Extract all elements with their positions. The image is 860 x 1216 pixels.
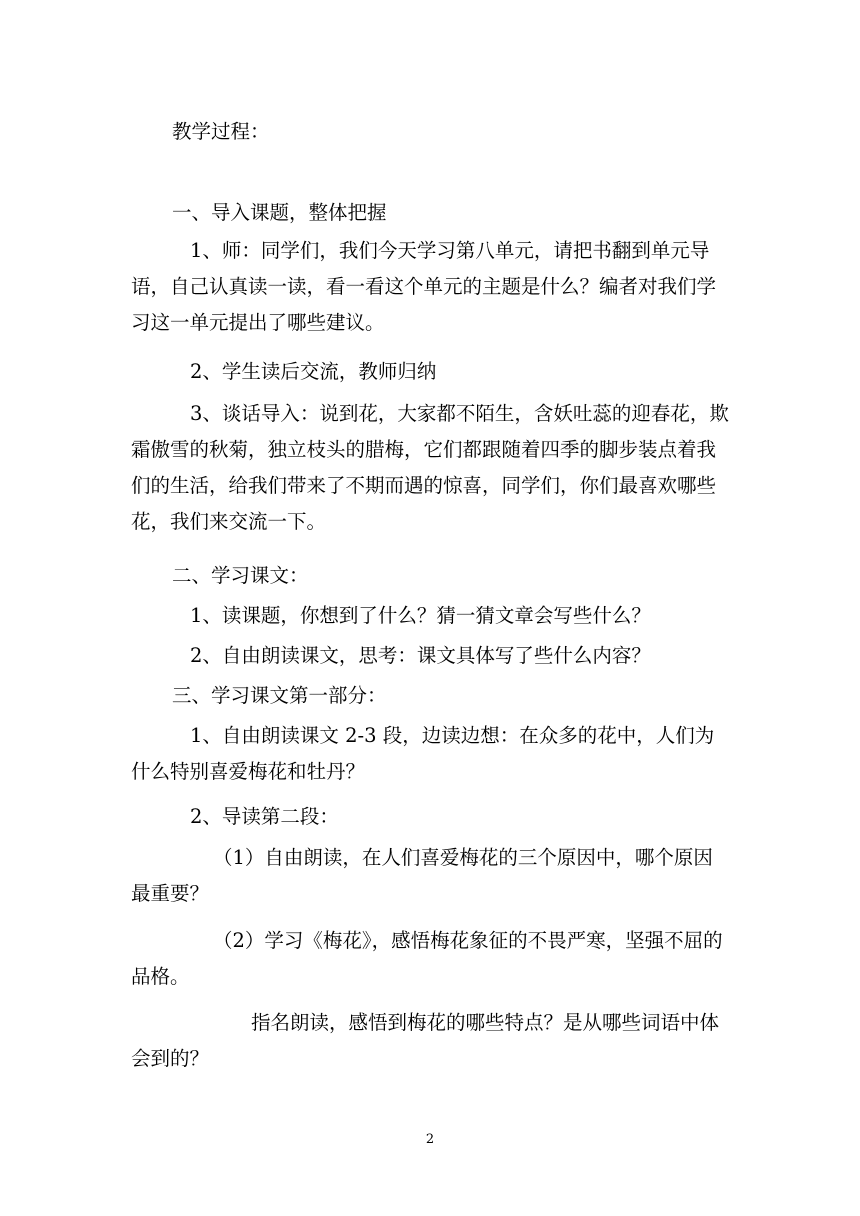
paragraph-2-1: 1、读课题，你想到了什么？猜一猜文章会写些什么？ (190, 604, 651, 627)
paragraph-3-2-note: 指名朗读，感悟到梅花的哪些特点？是从哪些词语中体会到的？ (131, 1011, 720, 1070)
paragraph-3-2-1: （1）自由朗读，在人们喜爱梅花的三个原因中，哪个原因最重要？ (131, 846, 713, 905)
paragraph-1-1: 1、师：同学们，我们今天学习第八单元，请把书翻到单元导语，自己认真读一读，看一看这个单元的主题是什么？编者对我们学习这一单元提出了哪些建议。 (131, 239, 717, 334)
paragraph-3-2-2: （2）学习《梅花》，感悟梅花象征的不畏严寒，坚强不屈的品格。 (131, 929, 723, 988)
paragraph-3-2: 2、导读第二段： (190, 805, 339, 828)
paragraph-2-2: 2、自由朗读课文，思考：课文具体写了些什么内容？ (190, 644, 651, 667)
paragraph-1-2: 2、学生读后交流，教师归纳 (190, 360, 437, 383)
paragraph-3-1: 1、自由朗读课文 2-3 段，边读边想：在众多的花中，人们为什么特别喜爱梅花和牡丹？ (131, 724, 715, 783)
section-heading-1: 一、导入课题，整体把握 (172, 201, 387, 224)
page-number: 2 (425, 1132, 435, 1147)
paragraph-1-3: 3、谈话导入：说到花，大家都不陌生，含妖吐蕊的迎春花，欺霜傲雪的秋菊，独立枝头的腊梅，它们都跟随着四季的脚步装点着我们的生活，给我们带来了不期而遇的惊喜，同学们，你们最喜欢哪些花，我们来交流一下。 (131, 402, 729, 533)
section-heading-2: 二、学习课文： (172, 564, 309, 587)
section-heading-teaching-process: 教学过程： (172, 120, 270, 143)
section-heading-3: 三、学习课文第一部分： (172, 684, 387, 707)
